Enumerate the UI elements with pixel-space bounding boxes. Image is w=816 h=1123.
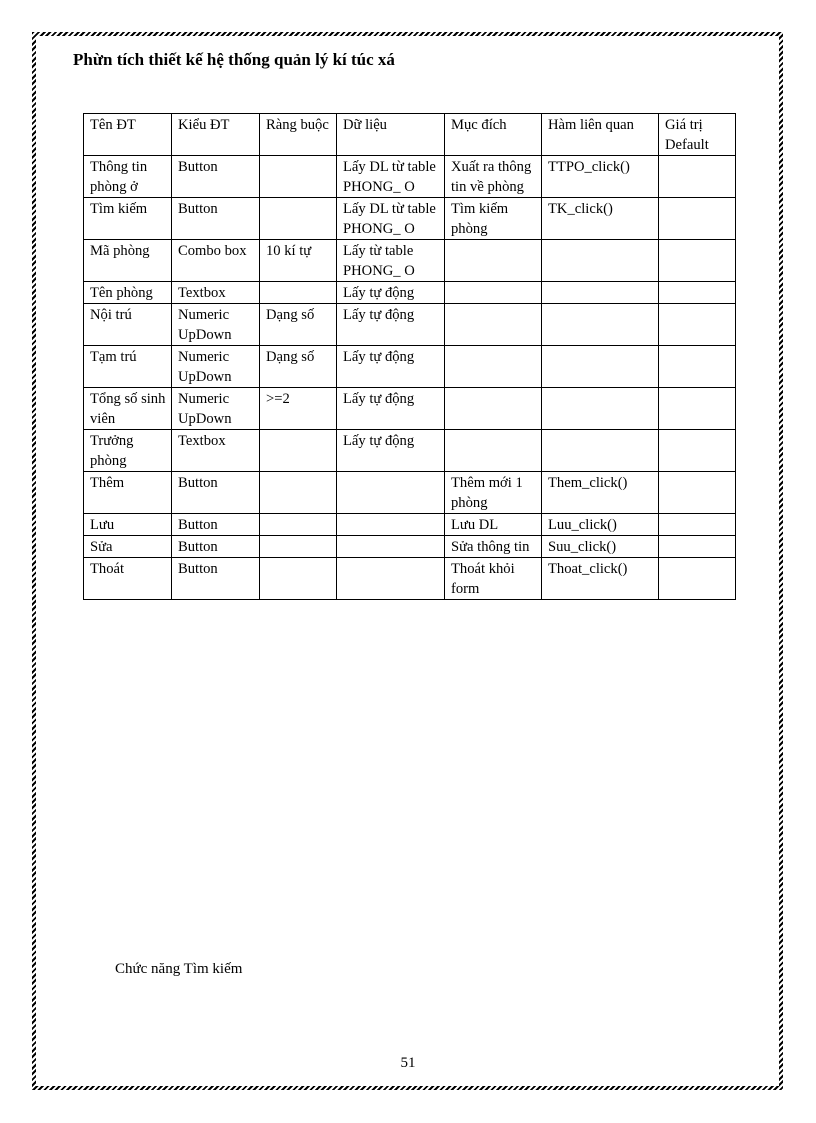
table-cell (542, 430, 659, 472)
table-cell: Thoát khỏi form (445, 558, 542, 600)
table-cell: Button (172, 198, 260, 240)
table-cell: Sửa thông tin (445, 536, 542, 558)
table-cell: Lưu DL (445, 514, 542, 536)
table-cell: Textbox (172, 430, 260, 472)
table-cell: Lấy tự động (337, 388, 445, 430)
table-cell: 10 kí tự (260, 240, 337, 282)
table-cell: Them_click() (542, 472, 659, 514)
table-cell: Luu_click() (542, 514, 659, 536)
table-cell (659, 346, 736, 388)
table-cell (542, 240, 659, 282)
table-cell (260, 430, 337, 472)
table-row (84, 282, 736, 304)
table-cell: Mã phòng (84, 240, 172, 282)
table-cell: Button (172, 156, 260, 198)
table-cell: Thêm (84, 472, 172, 514)
table-cell: Lấy tự động (337, 304, 445, 346)
table-cell (445, 240, 542, 282)
table-row (84, 388, 736, 430)
table-row (84, 304, 736, 346)
table-cell (659, 388, 736, 430)
table-cell (542, 388, 659, 430)
table-row (84, 472, 736, 514)
table-cell (260, 536, 337, 558)
table-cell (659, 472, 736, 514)
table-cell (659, 282, 736, 304)
column-header: Ràng buộc (260, 114, 337, 156)
table-cell: Numeric UpDown (172, 304, 260, 346)
table-row (84, 514, 736, 536)
table-cell: Numeric UpDown (172, 388, 260, 430)
table-cell (260, 282, 337, 304)
table-cell (260, 472, 337, 514)
table-cell: Numeric UpDown (172, 346, 260, 388)
table-cell (260, 156, 337, 198)
table-row (84, 346, 736, 388)
table-cell: Thông tin phòng ở (84, 156, 172, 198)
table-cell (659, 430, 736, 472)
table-row (84, 240, 736, 282)
table-cell (659, 240, 736, 282)
caption: Chức năng Tìm kiếm (115, 961, 243, 977)
table-cell: Lấy tự động (337, 282, 445, 304)
table-cell: Dạng số (260, 346, 337, 388)
table-cell: Thêm mới 1 phòng (445, 472, 542, 514)
spec-table (83, 113, 736, 600)
page-number: 51 (400, 1055, 416, 1071)
table-cell: Lưu (84, 514, 172, 536)
column-header: Dữ liệu (337, 114, 445, 156)
table-cell: Thoat_click() (542, 558, 659, 600)
table-cell (542, 304, 659, 346)
table-cell: Thoát (84, 558, 172, 600)
table-cell: >=2 (260, 388, 337, 430)
table-cell: Dạng số (260, 304, 337, 346)
table-cell: Tìm kiếm phòng (445, 198, 542, 240)
table-cell: Nội trú (84, 304, 172, 346)
table-row (84, 156, 736, 198)
table-cell: Tạm trú (84, 346, 172, 388)
column-header: Giá trị Default (659, 114, 736, 156)
table-cell: Lấy từ table PHONG_ O (337, 240, 445, 282)
table-cell (445, 388, 542, 430)
table-cell (542, 282, 659, 304)
table-cell (659, 304, 736, 346)
table-cell: Textbox (172, 282, 260, 304)
table-cell (337, 558, 445, 600)
table-cell: Lấy DL từ table PHONG_ O (337, 156, 445, 198)
table-cell (659, 558, 736, 600)
table-cell (337, 514, 445, 536)
table-cell: Lấy tự động (337, 430, 445, 472)
table-row (84, 558, 736, 600)
column-header: Tên ĐT (84, 114, 172, 156)
table-cell: Tìm kiếm (84, 198, 172, 240)
table-cell: Combo box (172, 240, 260, 282)
table-cell (445, 430, 542, 472)
table-cell (542, 346, 659, 388)
table-cell (659, 198, 736, 240)
table-cell (445, 304, 542, 346)
table-cell (445, 282, 542, 304)
table-cell (659, 156, 736, 198)
table-cell: Tên phòng (84, 282, 172, 304)
table-row (84, 198, 736, 240)
table-cell: TK_click() (542, 198, 659, 240)
table-cell: Trưởng phòng (84, 430, 172, 472)
table-cell (445, 346, 542, 388)
table-cell (337, 536, 445, 558)
table-cell: Suu_click() (542, 536, 659, 558)
table-cell (260, 198, 337, 240)
table-row (84, 536, 736, 558)
table-cell: Lấy DL từ table PHONG_ O (337, 198, 445, 240)
table-cell: TTPO_click() (542, 156, 659, 198)
table-row (84, 430, 736, 472)
table-cell (260, 514, 337, 536)
table-header-row (84, 114, 736, 156)
table-cell: Sửa (84, 536, 172, 558)
table-cell: Tổng số sinh viên (84, 388, 172, 430)
column-header: Mục đích (445, 114, 542, 156)
table-cell: Button (172, 514, 260, 536)
column-header: Kiểu ĐT (172, 114, 260, 156)
table-cell (659, 536, 736, 558)
table-cell: Xuất ra thông tin về phòng (445, 156, 542, 198)
table-cell: Button (172, 472, 260, 514)
table-cell: Button (172, 536, 260, 558)
table-cell (659, 514, 736, 536)
table-cell: Button (172, 558, 260, 600)
table-cell (337, 472, 445, 514)
column-header: Hàm liên quan (542, 114, 659, 156)
table-cell (260, 558, 337, 600)
page-header: Phừn tích thiết kế hệ thống quản lý kí túc xá (73, 50, 395, 69)
table-cell: Lấy tự động (337, 346, 445, 388)
